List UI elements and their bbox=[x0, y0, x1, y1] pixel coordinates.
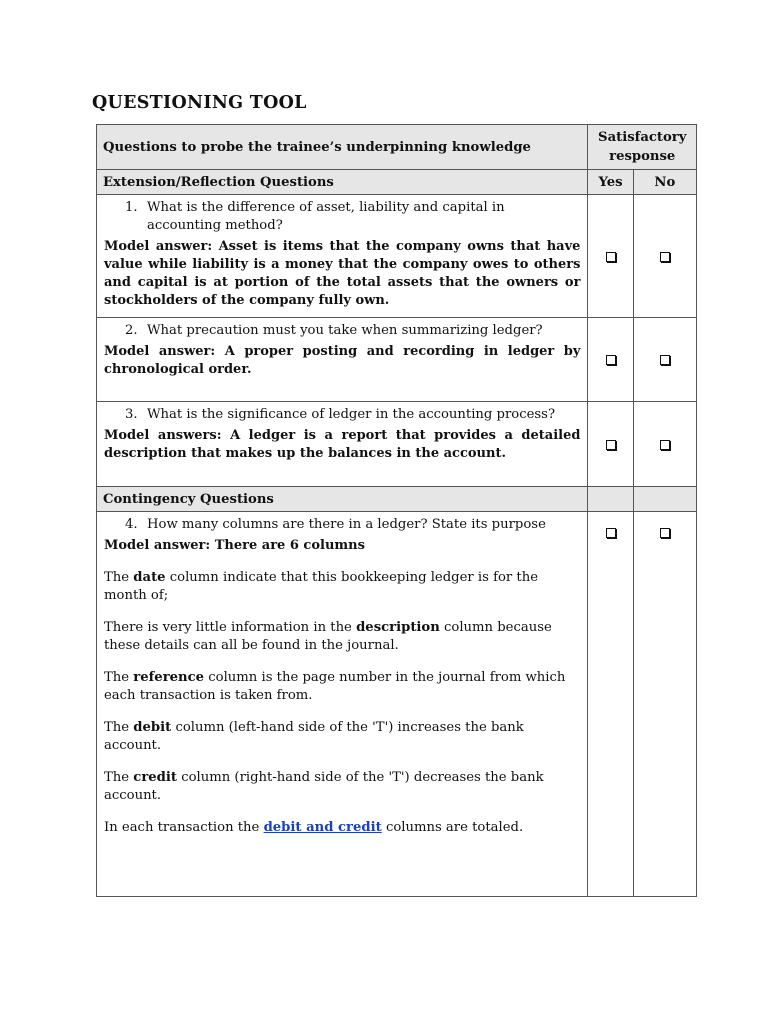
question-row bbox=[97, 512, 697, 897]
detail-term: reference bbox=[133, 670, 205, 685]
model-answer bbox=[104, 238, 580, 310]
column-description bbox=[104, 719, 580, 755]
column-description bbox=[104, 769, 580, 805]
checkbox-icon[interactable] bbox=[660, 252, 670, 262]
question-text: How many columns are there in a ledger? State its purpose bbox=[147, 517, 546, 532]
question-text: What is the difference of asset, liability and capital in accounting method? bbox=[147, 200, 505, 233]
question-cell bbox=[97, 195, 588, 318]
detail-term: credit bbox=[133, 770, 177, 785]
yes-header: Yes bbox=[588, 170, 633, 195]
column-description bbox=[104, 669, 580, 705]
no-header: No bbox=[633, 170, 696, 195]
model-answer-text: There are 6 columns bbox=[214, 538, 365, 553]
satisfactory-header: Satisfactory response bbox=[588, 125, 697, 170]
detail-text: column (right-hand side of the 'T') decreases the bank account. bbox=[104, 770, 544, 803]
question-cell bbox=[97, 512, 588, 897]
questioning-table bbox=[96, 124, 697, 897]
closing-sentence bbox=[104, 819, 580, 837]
model-answer-label: Model answers: bbox=[104, 428, 222, 443]
debit-credit-link[interactable]: debit and credit bbox=[263, 820, 382, 835]
detail-term: description bbox=[356, 620, 440, 635]
no-checkbox-cell[interactable] bbox=[633, 402, 696, 487]
question-text: What precaution must you take when summarizing ledger? bbox=[147, 323, 543, 338]
section-blank-cell bbox=[588, 487, 633, 512]
model-answer bbox=[104, 427, 580, 463]
question-cell bbox=[97, 318, 588, 402]
model-answer-label: Model answer: bbox=[104, 239, 213, 254]
detail-term: debit bbox=[133, 720, 172, 735]
checkbox-icon[interactable] bbox=[606, 355, 616, 365]
checkbox-icon[interactable] bbox=[606, 252, 616, 262]
section-row-extension bbox=[97, 170, 697, 195]
questions-header: Questions to probe the trainee’s underpinning knowledge bbox=[97, 125, 588, 170]
no-checkbox-cell[interactable] bbox=[633, 195, 696, 318]
column-description bbox=[104, 569, 580, 605]
yes-checkbox-cell[interactable] bbox=[588, 402, 633, 487]
question-cell bbox=[97, 402, 588, 487]
section-row-contingency bbox=[97, 487, 697, 512]
detail-text: column is the page number in the journal from which each transaction is taken from. bbox=[104, 670, 566, 703]
page-title: QUESTIONING TOOL bbox=[92, 93, 307, 113]
checkbox-icon[interactable] bbox=[606, 440, 616, 450]
closing-prefix: In each transaction the bbox=[104, 820, 260, 835]
question-number: 1. bbox=[125, 200, 138, 215]
closing-text: columns are totaled. bbox=[385, 820, 524, 835]
model-answer-text: A ledger is a report that provides a detailed description that makes up the balances in the account. bbox=[104, 428, 581, 461]
question-number: 2. bbox=[125, 323, 138, 338]
detail-prefix: The bbox=[104, 720, 130, 735]
detail-prefix: The bbox=[104, 570, 130, 585]
question-row bbox=[97, 318, 697, 402]
detail-text: column because these details can all be found in the journal. bbox=[104, 620, 552, 653]
header-row bbox=[97, 125, 697, 170]
detail-term: date bbox=[133, 570, 166, 585]
question-row bbox=[97, 195, 697, 318]
yes-checkbox-cell[interactable] bbox=[588, 318, 633, 402]
section-title: Extension/Reflection Questions bbox=[97, 170, 588, 195]
column-description bbox=[104, 619, 580, 655]
section-blank-cell bbox=[633, 487, 696, 512]
checkbox-icon[interactable] bbox=[660, 355, 670, 365]
detail-text: column indicate that this bookkeeping ledger is for the month of; bbox=[104, 570, 539, 603]
model-answer-label: Model answer: bbox=[104, 344, 216, 359]
model-answer-text: Asset is items that the company owns that have value while liability is a money that the company owes to others and capital is at portion of the total assets that the owners or stockholders of the company fully own. bbox=[104, 239, 581, 308]
checkbox-icon[interactable] bbox=[660, 440, 670, 450]
detail-prefix: There is very little information in the bbox=[104, 620, 352, 635]
detail-text: column (left-hand side of the 'T') increases the bank account. bbox=[104, 720, 524, 753]
model-answer-text: A proper posting and recording in ledger by chronological order. bbox=[104, 344, 581, 377]
detail-prefix: The bbox=[104, 670, 130, 685]
model-answer bbox=[104, 343, 580, 379]
question-number: 3. bbox=[125, 407, 138, 422]
question-number: 4. bbox=[125, 517, 138, 532]
model-answer bbox=[104, 537, 580, 555]
question-row bbox=[97, 402, 697, 487]
yes-checkbox-cell[interactable] bbox=[588, 512, 633, 897]
no-checkbox-cell[interactable] bbox=[633, 318, 696, 402]
model-answer-label: Model answer: bbox=[104, 538, 211, 553]
question-text: What is the significance of ledger in the accounting process? bbox=[147, 407, 556, 422]
yes-checkbox-cell[interactable] bbox=[588, 195, 633, 318]
checkbox-icon[interactable] bbox=[606, 528, 616, 538]
detail-prefix: The bbox=[104, 770, 130, 785]
no-checkbox-cell[interactable] bbox=[633, 512, 696, 897]
checkbox-icon[interactable] bbox=[660, 528, 670, 538]
section-title: Contingency Questions bbox=[97, 487, 588, 512]
